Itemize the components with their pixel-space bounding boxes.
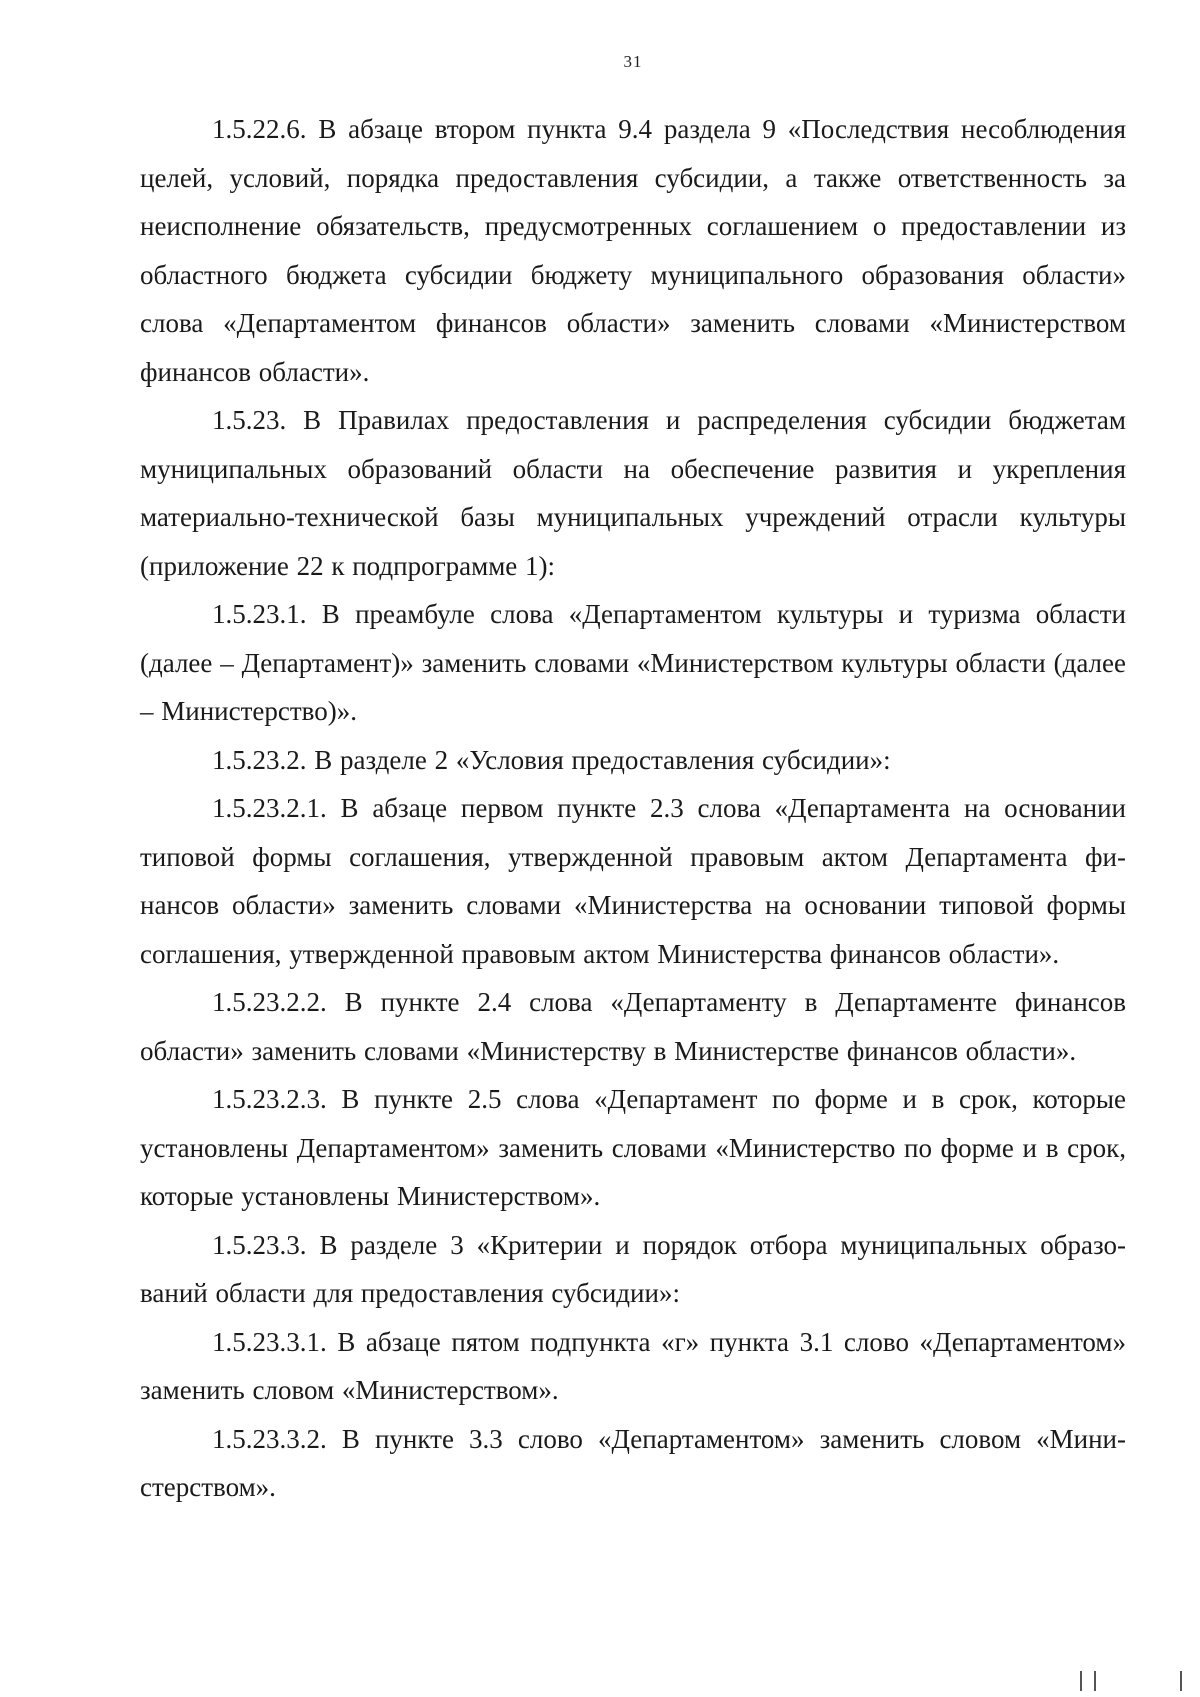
paragraph-1-5-23: 1.5.23. В Правилах предоставления и распределения субсидии бюджетам муниципальных образований области на обеспечение развития и укрепления материально-технической базы муниципальных учреждений отрасли культуры (приложение 22 к подпрограмме 1): (140, 405, 1126, 581)
page-number: 31 (623, 52, 643, 71)
paragraph-1-5-23-2-2: 1.5.23.2.2. В пункте 2.4 слова «Департаменту в Департаменте финансов области» заменить словами «Министерству в Министерстве финансов области». (140, 987, 1126, 1066)
paragraph-1-5-23-3-2: 1.5.23.3.2. В пункте 3.3 слово «Департаментом» заменить словом «Министерством». (140, 1423, 1126, 1502)
paragraph-1-5-23-1: 1.5.23.1. В преамбуле слова «Департаментом культуры и туризма области (далее – Департамент)» заменить словами «Министерством культуры области (далее – Министерство)». (140, 599, 1126, 726)
scan-artifact-mark (1094, 1671, 1096, 1691)
scan-artifact-mark (1080, 1671, 1082, 1691)
scan-artifact-mark (1180, 1671, 1182, 1691)
paragraph-1-5-23-2-1: 1.5.23.2.1. В абзаце первом пункте 2.3 слова «Департамента на основании типовой формы соглашения, утвержденной правовым актом Департамента финансов области» заменить словами «Министерства на основании типовой формы соглашения, утвержденной правовым актом Министерства финансов области». (140, 793, 1126, 969)
paragraph-1-5-23-2: 1.5.23.2. В разделе 2 «Условия предоставления субсидии»: (212, 744, 891, 775)
paragraph-1-5-22-6: 1.5.22.6. В абзаце втором пункта 9.4 раздела 9 «Последствия несоблюдения целей, условий, порядка предоставления субсидии, а также ответственность за неисполнение обязательств, предусмотренных соглашением о предоставлении из областного бюджета субсидии бюджету муниципального образования области» слова «Департаментом финансов области» заменить словами «Министерством финансов области». (140, 114, 1126, 387)
paragraph-1-5-23-3: 1.5.23.3. В разделе 3 «Критерии и порядок отбора муниципальных образований области для предоставления субсидии»: (140, 1229, 1126, 1308)
paragraph-1-5-23-2-3: 1.5.23.2.3. В пункте 2.5 слова «Департамент по форме и в срок, которые установлены Департаментом» заменить словами «Министерство по форме и в срок, которые установлены Министерством». (140, 1084, 1126, 1211)
paragraph-1-5-23-3-1: 1.5.23.3.1. В абзаце пятом подпункта «г» пункта 3.1 слово «Департаментом» заменить словом «Министерством». (140, 1326, 1126, 1405)
document-body (140, 105, 1126, 1512)
